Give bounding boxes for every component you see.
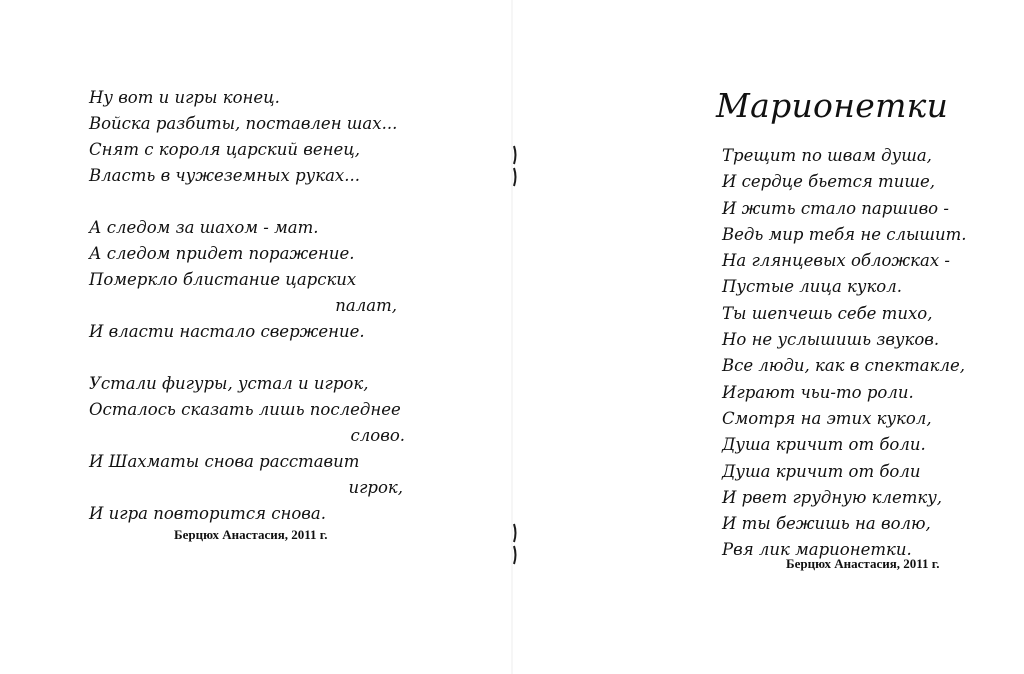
- poem-line: Пустые лица кукол.: [722, 277, 902, 297]
- stanza: [89, 85, 409, 189]
- poem-line: А следом за шахом - мат.: [89, 218, 319, 237]
- poem-line: И Шахматы снова расставит: [89, 452, 360, 471]
- poem-line-continuation: слово.: [350, 426, 405, 445]
- poem-line: И игра повторится снова.: [89, 504, 326, 523]
- poem-line: Рвя лик марионетки.: [722, 540, 912, 560]
- poem-line: А следом придет поражение.: [89, 244, 355, 263]
- stanza-gap: [89, 345, 409, 371]
- poem-line: Смотря на этих кукол,: [722, 408, 932, 428]
- poem-line: Осталось сказать лишь последнее: [89, 400, 401, 419]
- poem-line: На глянцевых обложках -: [722, 251, 950, 271]
- author-signature: Берцюх Анастасия, 2011 г.: [174, 527, 328, 542]
- poem-line: Играют чьи-то роли.: [722, 382, 914, 402]
- page-fold: [511, 0, 513, 674]
- right-poem: [722, 143, 982, 564]
- poem-line: Войска разбиты, поставлен шах...: [89, 114, 398, 133]
- poem-line: Все люди, как в спектакле,: [722, 356, 965, 376]
- poem-line: И власти настало свержение.: [89, 322, 365, 341]
- poem-line: Ну вот и игры конец.: [89, 88, 280, 107]
- poem-line-continuation: игрок,: [348, 478, 403, 497]
- poem-line: Ведь мир тебя не слышит.: [722, 224, 967, 244]
- poem-line: Власть в чужеземных руках...: [89, 166, 360, 185]
- poem-line: И жить стало паршиво -: [722, 198, 949, 218]
- stanza: [89, 371, 409, 527]
- poem-line: Душа кричит от боли: [722, 461, 921, 481]
- poem-line: Но не услышишь звуков.: [722, 330, 940, 350]
- poem-line: Душа кричит от боли.: [722, 435, 926, 455]
- poem-line: Померкло блистание царских: [89, 270, 357, 289]
- stanza-gap: [89, 189, 409, 215]
- poem-line: И сердце бьется тише,: [722, 172, 935, 192]
- staple-icon: [511, 522, 519, 566]
- poem-line: Устали фигуры, устал и игрок,: [89, 374, 369, 393]
- poem-line: И рвет грудную клетку,: [722, 487, 943, 507]
- author-signature: Берцюх Анастасия, 2011 г.: [786, 556, 940, 571]
- poem-line: И ты бежишь на волю,: [722, 514, 931, 534]
- poem-line: Ты шепчешь себе тихо,: [722, 303, 933, 323]
- poem-line-continuation: палат,: [335, 296, 397, 315]
- left-poem: [89, 85, 409, 527]
- poem-line: Трещит по швам душа,: [722, 146, 932, 165]
- stanza: [89, 215, 409, 345]
- poem-title: Марионетки: [716, 86, 949, 125]
- staple-icon: [511, 144, 519, 188]
- poem-line: Снят с короля царский венец,: [89, 140, 361, 159]
